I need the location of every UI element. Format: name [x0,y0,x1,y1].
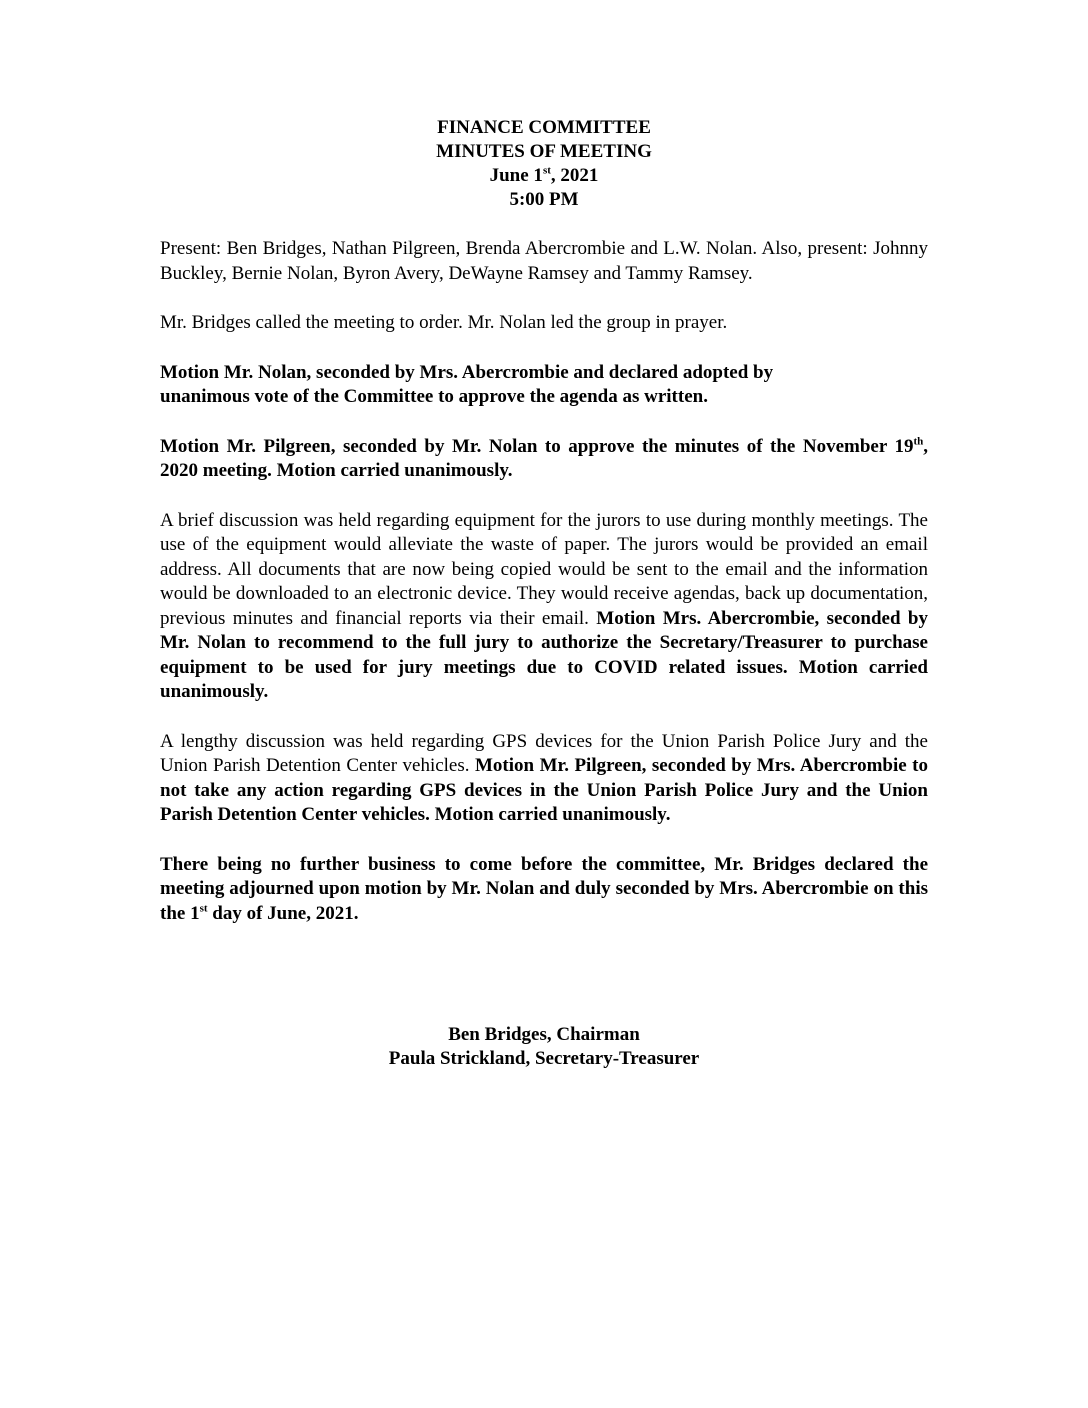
adjournment-paragraph: There being no further business to come before the committee, Mr. Bridges declared the meeting adjourned upon motion by Mr. Nolan and duly seconded by Mrs. Abercrombie on this the 1st day of June, 2021. [160,853,928,924]
document-header [0,116,1088,212]
minutes-body [160,237,928,951]
meeting-date: June 1st, 2021 [489,164,599,186]
attendance-paragraph: Present: Ben Bridges, Nathan Pilgreen, Brenda Abercrombie and L.W. Nolan. Also, present: Johnny Buckley, Bernie Nolan, Byron Avery, DeWayne Ramsey and Tammy Ramsey. [160,238,928,284]
agenda-motion-paragraph: Motion Mr. Nolan, seconded by Mrs. Abercrombie and declared adopted by unanimous vote of the Committee to approve the agenda as written. [160,361,774,407]
document-title: MINUTES OF MEETING [436,141,652,162]
signature-block [0,1023,1088,1071]
equipment-paragraph: A brief discussion was held regarding equipment for the jurors to use during monthly meetings. The use of the equipment would alleviate the waste of paper. The jurors would be provided an email address. All documents that are now being copied would be sent to the email and the information would be downloaded to an electronic device. They would receive agendas, back up documentation, previous minutes and financial reports via their email. Motion Mrs. Abercrombie, seconded by Mr. Nolan to recommend to the full jury to authorize the Secretary/Treasurer to purchase equipment to be used for jury meetings due to COVID related issues. Motion carried unanimously. [160,509,928,702]
secretary-signature: Paula Strickland, Secretary-Treasurer [388,1048,700,1069]
call-to-order-paragraph: Mr. Bridges called the meeting to order. Mr. Nolan led the group in prayer. [160,312,728,333]
minutes-motion-paragraph: Motion Mr. Pilgreen, seconded by Mr. Nolan to approve the minutes of the November 19th, 2020 meeting. Motion carried unanimously. [160,435,928,481]
meeting-time: 5:00 PM [509,189,579,210]
gps-paragraph: A lengthy discussion was held regarding GPS devices for the Union Parish Police Jury and the Union Parish Detention Center vehicles. Motion Mr. Pilgreen, seconded by Mrs. Abercrombie to not take any action regarding GPS devices in the Union Parish Police Jury and the Union Parish Detention Center vehicles. Motion carried unanimously. [160,730,928,825]
committee-title: FINANCE COMMITTEE [437,117,651,138]
chairman-signature: Ben Bridges, Chairman [448,1024,640,1045]
